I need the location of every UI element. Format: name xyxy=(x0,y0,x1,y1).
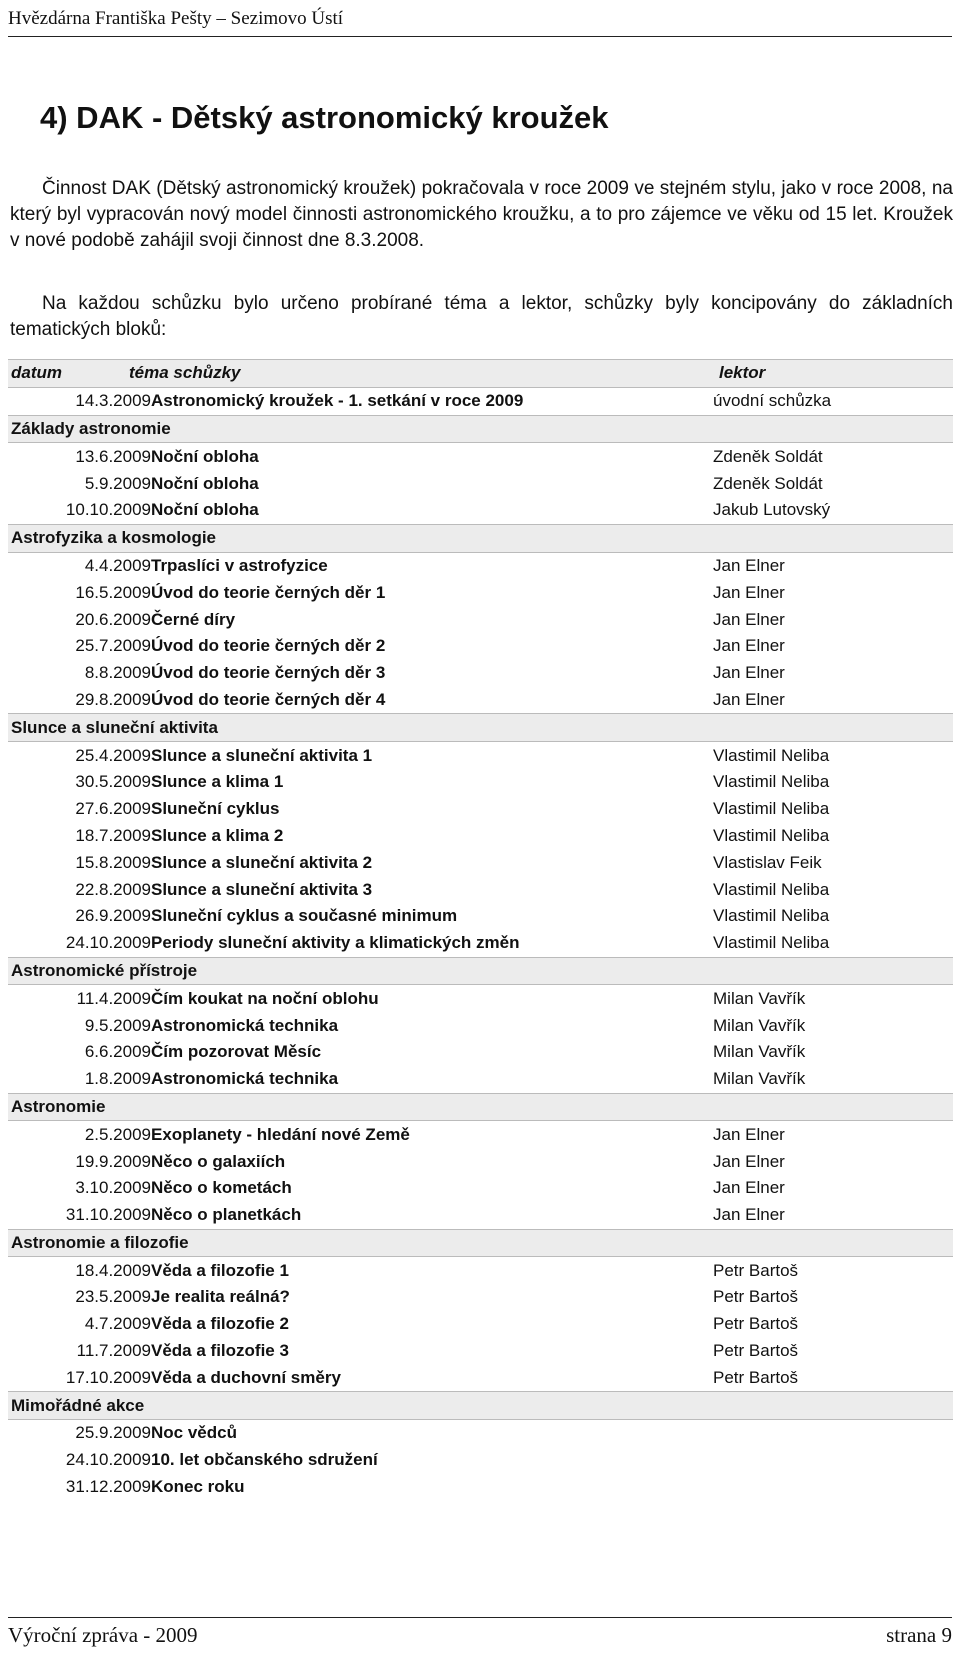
header-text: Hvězdárna Františka Pešty – Sezimovo Ústí xyxy=(8,8,344,29)
date-cell: 25.4.2009 xyxy=(75,745,151,765)
date-cell: 14.3.2009 xyxy=(75,391,151,411)
table-row xyxy=(8,660,953,687)
date-cell: 30.5.2009 xyxy=(75,772,151,792)
topic-cell: Věda a filozofie 3 xyxy=(151,1341,289,1361)
date-cell: 18.4.2009 xyxy=(75,1260,151,1280)
topic-cell: Astronomická technika xyxy=(151,1069,339,1089)
topic-cell: Sluneční cyklus a současné minimum xyxy=(151,906,458,926)
section-label: Astronomie xyxy=(8,1093,953,1121)
table-row xyxy=(8,742,953,769)
table-row xyxy=(8,579,953,606)
table-row xyxy=(8,1121,953,1148)
table-row xyxy=(8,470,953,497)
date-cell: 4.4.2009 xyxy=(84,555,151,575)
topic-cell: Úvod do teorie černých děr 1 xyxy=(151,582,386,602)
lector-cell: Jan Elner xyxy=(713,663,785,683)
lector-cell: Jan Elner xyxy=(713,636,785,656)
table-row xyxy=(8,1257,953,1284)
topic-cell: Astronomická technika xyxy=(151,1015,339,1035)
section-label: Slunce a sluneční aktivita xyxy=(8,714,953,742)
date-cell: 19.9.2009 xyxy=(75,1151,151,1171)
lector-cell xyxy=(713,1447,953,1474)
section-label: Astronomické přístroje xyxy=(8,957,953,985)
lector-cell: Milan Vavřík xyxy=(713,988,806,1008)
lector-cell: Jan Elner xyxy=(713,1151,785,1171)
table-row xyxy=(8,443,953,470)
table-row xyxy=(8,1066,953,1093)
table-row xyxy=(8,552,953,579)
lector-cell: Petr Bartoš xyxy=(713,1260,799,1280)
topic-cell: 10. let občanského sdružení xyxy=(151,1450,378,1470)
schedule-table-body xyxy=(8,360,953,1501)
table-row xyxy=(8,1175,953,1202)
lector-cell: Milan Vavřík xyxy=(713,1069,806,1089)
schedule-table xyxy=(8,359,953,1500)
lector-cell: Jan Elner xyxy=(713,1178,785,1198)
date-cell: 17.10.2009 xyxy=(65,1367,151,1387)
table-row xyxy=(8,497,953,524)
date-cell: 23.5.2009 xyxy=(75,1287,151,1307)
topic-cell: Úvod do teorie černých děr 3 xyxy=(151,663,386,683)
date-cell: 29.8.2009 xyxy=(75,689,151,709)
table-row xyxy=(8,796,953,823)
footer-page-number: strana 9 xyxy=(886,1623,952,1647)
column-header-lector: lektor xyxy=(713,360,953,388)
date-cell: 6.6.2009 xyxy=(84,1042,151,1062)
topic-cell: Slunce a sluneční aktivita 1 xyxy=(151,745,373,765)
lector-cell: Jan Elner xyxy=(713,555,785,575)
section-label: Astronomie a filozofie xyxy=(8,1229,953,1257)
lector-cell: Milan Vavřík xyxy=(713,1042,806,1062)
lector-cell: Jan Elner xyxy=(713,582,785,602)
lector-cell: Vlastimil Neliba xyxy=(713,906,830,926)
table-row xyxy=(8,876,953,903)
lector-cell: Jan Elner xyxy=(713,609,785,629)
table-row xyxy=(8,849,953,876)
section-row xyxy=(8,1229,953,1257)
date-cell: 11.4.2009 xyxy=(76,988,151,1008)
topic-cell: Slunce a sluneční aktivita 3 xyxy=(151,879,373,899)
lector-cell: Zdeněk Soldát xyxy=(713,473,823,493)
table-row xyxy=(8,1338,953,1365)
section-label: Astrofyzika a kosmologie xyxy=(8,524,953,552)
table-row xyxy=(8,606,953,633)
column-header-date: datum xyxy=(8,360,151,388)
schedule-intro-paragraph: Na každou schůzku bylo určeno probírané téma a lektor, schůzky byly koncipovány do základních tematických bloků: xyxy=(10,293,953,340)
date-cell: 2.5.2009 xyxy=(84,1124,151,1144)
section-row xyxy=(8,714,953,742)
date-cell: 16.5.2009 xyxy=(75,582,151,602)
table-row xyxy=(8,1311,953,1338)
table-row xyxy=(8,985,953,1012)
topic-cell: Exoplanety - hledání nové Země xyxy=(151,1124,410,1144)
lector-cell: Jan Elner xyxy=(713,1124,785,1144)
date-cell: 20.6.2009 xyxy=(75,609,151,629)
table-row xyxy=(8,1474,953,1501)
lector-cell: Vlastislav Feik xyxy=(713,852,822,872)
topic-cell: Slunce a klima 2 xyxy=(151,825,284,845)
schedule-header-row xyxy=(8,360,953,388)
date-cell: 18.7.2009 xyxy=(75,825,151,845)
section-row xyxy=(8,957,953,985)
date-cell: 24.10.2009 xyxy=(65,933,151,953)
table-row xyxy=(8,633,953,660)
running-footer xyxy=(8,1617,952,1652)
table-row xyxy=(8,1447,953,1474)
section-label: Základy astronomie xyxy=(8,415,953,443)
section-row xyxy=(8,1392,953,1420)
topic-cell: Něco o planetkách xyxy=(151,1205,302,1225)
lector-cell: úvodní schůzka xyxy=(713,391,832,411)
table-row xyxy=(8,687,953,714)
table-row xyxy=(8,1364,953,1391)
topic-cell: Sluneční cyklus xyxy=(151,799,280,819)
date-cell: 25.9.2009 xyxy=(75,1423,151,1443)
lector-cell: Petr Bartoš xyxy=(713,1314,799,1334)
lector-cell: Vlastimil Neliba xyxy=(713,933,830,953)
table-row xyxy=(8,1039,953,1066)
table-row xyxy=(8,769,953,796)
topic-cell: Úvod do teorie černých děr 2 xyxy=(151,636,386,656)
topic-cell: Konec roku xyxy=(151,1477,245,1497)
topic-cell: Periody sluneční aktivity a klimatických změn xyxy=(151,933,520,953)
lector-cell: Vlastimil Neliba xyxy=(713,879,830,899)
table-row xyxy=(8,1420,953,1447)
column-header-topic xyxy=(129,360,713,388)
column-header-topic-label: téma schůzky xyxy=(129,363,241,382)
section-row xyxy=(8,1093,953,1121)
lector-cell xyxy=(713,1474,953,1501)
table-row xyxy=(8,903,953,930)
table-row xyxy=(8,1284,953,1311)
topic-cell: Slunce a sluneční aktivita 2 xyxy=(151,852,373,872)
topic-cell: Slunce a klima 1 xyxy=(151,772,284,792)
topic-cell: Věda a filozofie 1 xyxy=(151,1260,289,1280)
date-cell: 15.8.2009 xyxy=(75,852,151,872)
lector-cell: Vlastimil Neliba xyxy=(713,745,830,765)
table-row xyxy=(8,823,953,850)
table-row xyxy=(8,1012,953,1039)
lector-cell: Petr Bartoš xyxy=(713,1287,799,1307)
lector-cell: Vlastimil Neliba xyxy=(713,825,830,845)
lector-cell: Milan Vavřík xyxy=(713,1015,806,1035)
lector-cell: Vlastimil Neliba xyxy=(713,772,830,792)
topic-cell: Noční obloha xyxy=(151,446,259,466)
lector-cell: Vlastimil Neliba xyxy=(713,799,830,819)
topic-cell: Něco o kometách xyxy=(151,1178,292,1198)
topic-cell: Trpaslíci v astrofyzice xyxy=(151,555,328,575)
lector-cell: Zdeněk Soldát xyxy=(713,446,823,466)
section-label: Mimořádné akce xyxy=(8,1392,953,1420)
table-row xyxy=(8,387,953,415)
date-cell: 8.8.2009 xyxy=(84,663,151,683)
topic-cell: Něco o galaxiích xyxy=(151,1151,286,1171)
table-row xyxy=(8,930,953,957)
topic-cell: Noc vědců xyxy=(151,1423,237,1443)
date-cell: 1.8.2009 xyxy=(84,1069,151,1089)
lector-cell: Jan Elner xyxy=(713,1205,785,1225)
topic-cell: Věda a duchovní směry xyxy=(151,1367,341,1387)
topic-cell: Úvod do teorie černých děr 4 xyxy=(151,689,386,709)
date-cell: 11.7.2009 xyxy=(76,1341,151,1361)
date-cell: 9.5.2009 xyxy=(84,1015,151,1035)
lector-cell: Petr Bartoš xyxy=(713,1341,799,1361)
table-row xyxy=(8,1202,953,1229)
topic-cell: Je realita reálná? xyxy=(151,1287,290,1307)
topic-cell: Černé díry xyxy=(151,609,236,629)
topic-cell: Noční obloha xyxy=(151,473,259,493)
date-cell: 5.9.2009 xyxy=(84,473,151,493)
date-cell: 25.7.2009 xyxy=(75,636,151,656)
date-cell: 3.10.2009 xyxy=(75,1178,151,1198)
date-cell: 22.8.2009 xyxy=(75,879,151,899)
date-cell: 24.10.2009 xyxy=(65,1450,151,1470)
section-row xyxy=(8,415,953,443)
date-cell: 10.10.2009 xyxy=(65,500,151,520)
topic-cell: Věda a filozofie 2 xyxy=(151,1314,289,1334)
page-title: 4) DAK - Dětský astronomický kroužek xyxy=(40,100,609,135)
topic-cell: Astronomický kroužek - 1. setkání v roce 2009 xyxy=(151,391,524,411)
topic-cell: Noční obloha xyxy=(151,500,259,520)
date-cell: 31.10.2009 xyxy=(65,1205,151,1225)
topic-cell: Čím pozorovat Měsíc xyxy=(151,1042,322,1062)
date-cell: 13.6.2009 xyxy=(75,446,151,466)
intro-paragraph: Činnost DAK (Dětský astronomický kroužek) pokračovala v roce 2009 ve stejném stylu, jako v roce 2008, na který byl vypracován nový model činnosti astronomického kroužku, a to pro zájemce ve věku od 15 let. Kroužek v nové podobě zahájil svoji činnost dne 8.3.2008. xyxy=(10,178,953,251)
lector-cell: Jakub Lutovský xyxy=(713,500,831,520)
lector-cell: Petr Bartoš xyxy=(713,1367,799,1387)
date-cell: 26.9.2009 xyxy=(75,906,151,926)
date-cell: 4.7.2009 xyxy=(84,1314,151,1334)
running-header xyxy=(8,4,952,37)
date-cell: 27.6.2009 xyxy=(75,799,151,819)
date-cell: 31.12.2009 xyxy=(65,1477,151,1497)
table-row xyxy=(8,1148,953,1175)
lector-cell: Jan Elner xyxy=(713,689,785,709)
topic-cell: Čím koukat na noční oblohu xyxy=(151,988,379,1008)
footer-report-title: Výroční zpráva - 2009 xyxy=(8,1623,198,1647)
lector-cell xyxy=(713,1420,953,1447)
section-row xyxy=(8,524,953,552)
